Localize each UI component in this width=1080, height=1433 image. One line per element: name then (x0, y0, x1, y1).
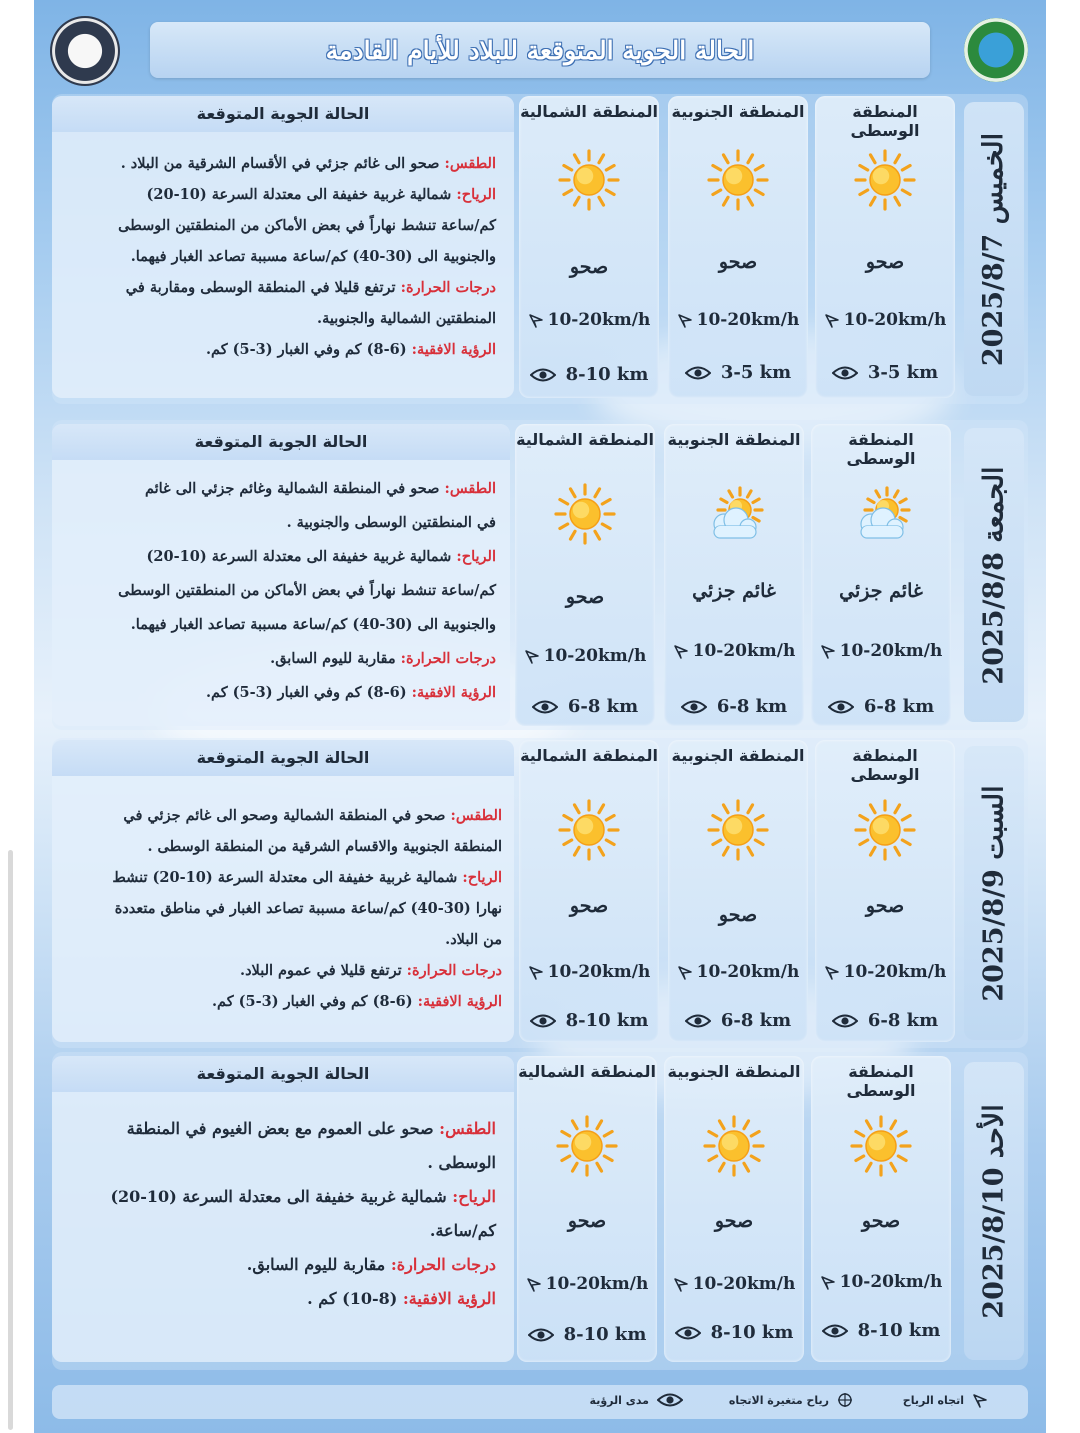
region-card-north (515, 424, 655, 726)
eye-icon (832, 365, 858, 381)
wind-direction-icon (677, 312, 693, 328)
condition-label: صحو (565, 586, 605, 608)
date-box (964, 102, 1024, 396)
page-margin-left (0, 0, 34, 1433)
partly-cloudy-icon (849, 486, 913, 550)
wind-direction-icon (972, 1392, 988, 1408)
wind-speed: 10-20km/h (843, 962, 947, 982)
forecast-heading: الحالة الجوية المتوقعة (52, 740, 514, 776)
wind-speed: 10-20km/h (547, 962, 651, 982)
label-temperature: درجات الحرارة: (406, 962, 502, 979)
temperature-text: المنطقتين الشمالية والجنوبية. (317, 310, 496, 327)
meteorological-authority-logo (50, 16, 120, 86)
page-margin-right (1046, 0, 1080, 1433)
legend-wind-direction (903, 1392, 988, 1408)
wind-speed: 10-20km/h (839, 641, 943, 661)
visibility-text: (8-10) كم . (307, 1289, 398, 1308)
condition-label: غائم جزئي (692, 580, 776, 602)
visibility-value: 6-8 km (867, 1010, 939, 1031)
winds-text: والجنوبية الى (30-40) كم/ساعة مسببة تصاعد الغبار فيهما. (130, 616, 496, 633)
wind-direction-icon (528, 964, 544, 980)
winds-text: شمالية غربية خفيفة الى معتدلة السرعة (10-20) (146, 186, 452, 203)
wind-speed: 10-20km/h (843, 310, 947, 330)
sun-icon (557, 148, 621, 212)
label-weather: الطقس: (444, 480, 496, 497)
visibility-text: (6-8) كم وفي الغبار (3-5) كم. (206, 684, 407, 701)
wind-direction-icon (677, 964, 693, 980)
visibility-value: 6-8 km (720, 1010, 792, 1031)
wind-row (819, 310, 951, 330)
region-name: المنطقة الشمالية (520, 746, 658, 765)
condition-label: صحو (714, 1210, 754, 1232)
legend-variable-wind (729, 1392, 853, 1408)
eye-icon (681, 699, 707, 715)
label-winds: الرياح: (452, 1187, 496, 1206)
label-visibility: الرؤية الافقية: (402, 1289, 496, 1308)
sun-icon (853, 148, 917, 212)
visibility-value: 6-8 km (716, 696, 788, 717)
eye-icon (832, 1013, 858, 1029)
region-card-south (668, 740, 808, 1042)
legend-bar (52, 1385, 1028, 1419)
winds-text: شمالية غربية خفيفة الى معتدلة السرعة (10-20) (110, 1187, 447, 1206)
visibility-row (672, 362, 804, 383)
forecast-text (76, 1112, 496, 1316)
label-winds: الرياح: (462, 869, 502, 886)
condition-label: صحو (865, 251, 905, 273)
region-card-south (664, 424, 804, 726)
visibility-value: 6-8 km (863, 696, 935, 717)
eye-icon (530, 1013, 556, 1029)
wind-direction-icon (820, 1274, 836, 1290)
sun-icon (853, 798, 917, 862)
sun-icon (555, 1114, 619, 1178)
region-card-north (519, 96, 659, 398)
condition-label: صحو (718, 251, 758, 273)
winds-text: كم/ساعة. (429, 1221, 496, 1240)
sun-icon (557, 798, 621, 862)
wind-direction-icon (528, 312, 544, 328)
wind-row (523, 310, 655, 330)
region-card-south (664, 1056, 804, 1362)
visibility-row (519, 696, 651, 717)
temperature-text: مقاربة لليوم السابق. (246, 1255, 386, 1274)
label-weather: الطقس: (450, 807, 502, 824)
forecast-poster (34, 0, 1046, 1433)
label-temperature: درجات الحرارة: (390, 1255, 496, 1274)
visibility-text: (6-8) كم وفي الغبار (3-5) كم. (212, 993, 413, 1010)
region-card-central (811, 1056, 951, 1362)
visibility-row (815, 696, 947, 717)
label-visibility: الرؤية الافقية: (411, 341, 496, 358)
label-temperature: درجات الحرارة: (400, 279, 496, 296)
temperature-text: مقاربة لليوم السابق. (270, 650, 396, 667)
day-date: الجمعة 2025/8/8 (978, 465, 1010, 685)
label-winds: الرياح: (456, 186, 496, 203)
sun-icon (849, 1114, 913, 1178)
wind-speed: 10-20km/h (545, 1274, 649, 1294)
wind-speed: 10-20km/h (839, 1272, 943, 1292)
legend-label: مدى الرؤية (589, 1393, 649, 1407)
page-title: الحالة الجوية المتوقعة للبلاد للأيام القادمة (325, 35, 755, 65)
wind-speed: 10-20km/h (692, 641, 796, 661)
visibility-value: 3-5 km (720, 362, 792, 383)
header-bar (150, 22, 930, 78)
wind-row (668, 641, 800, 661)
visibility-row (819, 362, 951, 383)
region-name: المنطقة الشمالية (520, 102, 658, 121)
visibility-value: 8-10 km (710, 1322, 794, 1343)
wind-row (668, 1274, 800, 1294)
weather-text: المنطقة الجنوبية والاقسام الشرقية من المنطقة الوسطى . (147, 838, 502, 855)
winds-text: نهارا (30-40) كم/ساعة مسببة تصاعد الغبار في مناطق متعددة (114, 900, 502, 917)
wind-row (672, 962, 804, 982)
legend-visibility (590, 1392, 683, 1408)
sun-icon (553, 482, 617, 546)
label-temperature: درجات الحرارة: (400, 650, 496, 667)
winds-text: شمالية غربية خفيفة الى معتدلة السرعة (10-20) تنشط (112, 869, 458, 886)
visibility-row (668, 696, 800, 717)
forecast-heading: الحالة الجوية المتوقعة (52, 96, 514, 132)
condition-label: صحو (718, 904, 758, 926)
partly-cloudy-icon (702, 486, 766, 550)
visibility-value: 8-10 km (563, 1324, 647, 1345)
sun-icon (706, 148, 770, 212)
condition-label: صحو (569, 256, 609, 278)
visibility-row (672, 1010, 804, 1031)
label-weather: الطقس: (439, 1119, 496, 1138)
wind-direction-icon (824, 312, 840, 328)
label-winds: الرياح: (456, 548, 496, 565)
region-name: المنطقة الجنوبية (671, 102, 805, 121)
wind-speed: 10-20km/h (692, 1274, 796, 1294)
visibility-value: 8-10 km (565, 364, 649, 385)
visibility-value: 3-5 km (867, 362, 939, 383)
label-visibility: الرؤية الافقية: (417, 993, 502, 1010)
visibility-text: (6-8) كم وفي الغبار (3-5) كم. (206, 341, 407, 358)
region-card-central (811, 424, 951, 726)
wind-row (815, 1272, 947, 1292)
region-card-central (815, 740, 955, 1042)
wind-speed: 10-20km/h (547, 310, 651, 330)
visibility-row (521, 1324, 653, 1345)
scrollbar[interactable] (8, 850, 13, 1430)
region-name: المنطقة الشمالية (518, 1062, 656, 1081)
visibility-row (668, 1322, 800, 1343)
weather-text: صحو في المنطقة الشمالية وصحو الى غائم جزئي في (123, 807, 446, 824)
temperature-text: ترتفع قليلا في المنطقة الوسطى ومقاربة في (125, 279, 396, 296)
day-date: الخميس 2025/8/7 (978, 132, 1010, 366)
condition-label: صحو (567, 1210, 607, 1232)
forecast-heading: الحالة الجوية المتوقعة (52, 1056, 514, 1092)
date-box (964, 746, 1024, 1040)
forecast-text (66, 472, 496, 710)
forecast-text (64, 800, 502, 1017)
eye-icon (532, 699, 558, 715)
condition-label: صحو (865, 895, 905, 917)
weather-text: في المنطقتين الوسطى والجنوبية . (286, 514, 496, 531)
eye-icon (675, 1325, 701, 1341)
weather-text: صحو على العموم مع بعض الغيوم في المنطقة (126, 1119, 434, 1138)
eye-icon (528, 1327, 554, 1343)
wind-direction-icon (673, 643, 689, 659)
region-name: المنطقة الوسطى (846, 1062, 916, 1100)
label-weather: الطقس: (444, 155, 496, 172)
wind-row (672, 310, 804, 330)
visibility-value: 8-10 km (857, 1320, 941, 1341)
winds-text: والجنوبية الى (30-40) كم/ساعة مسببة تصاعد الغبار فيهما. (130, 248, 496, 265)
wind-direction-icon (820, 643, 836, 659)
label-visibility: الرؤية الافقية: (411, 684, 496, 701)
sun-icon (702, 1114, 766, 1178)
wind-speed: 10-20km/h (696, 310, 800, 330)
condition-label: صحو (569, 895, 609, 917)
day-date: السبت 2025/8/9 (978, 784, 1010, 1002)
eye-icon (822, 1323, 848, 1339)
variable-wind-icon (837, 1392, 853, 1408)
region-name: المنطقة الوسطى (846, 430, 916, 468)
condition-label: صحو (861, 1210, 901, 1232)
forecast-card (52, 1056, 514, 1362)
sun-icon (706, 798, 770, 862)
weather-text: صحو في المنطقة الشمالية وغائم جزئي الى غائم (144, 480, 440, 497)
wind-direction-icon (524, 648, 540, 664)
wind-speed: 10-20km/h (543, 646, 647, 666)
forecast-card (52, 96, 514, 398)
day-panel-saturday (52, 738, 1028, 1048)
region-name: المنطقة الجنوبية (667, 1062, 801, 1081)
winds-text: كم/ساعة تنشط نهاراً في بعض الأماكن من المنطقتين الوسطى (118, 217, 496, 234)
visibility-row (523, 1010, 655, 1031)
visibility-row (815, 1320, 947, 1341)
eye-icon (657, 1392, 683, 1408)
wind-direction-icon (673, 1276, 689, 1292)
forecast-text (70, 148, 496, 365)
wind-row (819, 962, 951, 982)
temperature-text: ترتفع قليلا في عموم البلاد. (240, 962, 402, 979)
legend-label: اتجاه الرياح (902, 1393, 964, 1407)
date-box (964, 1062, 1024, 1360)
forecast-card (52, 740, 514, 1042)
forecast-heading: الحالة الجوية المتوقعة (52, 424, 510, 460)
wind-row (519, 646, 651, 666)
region-name: المنطقة الشمالية (516, 430, 654, 449)
wind-row (523, 962, 655, 982)
eye-icon (685, 365, 711, 381)
eye-icon (828, 699, 854, 715)
eye-icon (685, 1013, 711, 1029)
day-date: الأحد 2025/8/10 (978, 1103, 1010, 1319)
weather-text: الوسطى . (427, 1153, 496, 1172)
condition-label: غائم جزئي (839, 580, 923, 602)
visibility-row (819, 1010, 951, 1031)
day-panel-friday (52, 420, 1028, 730)
region-name: المنطقة الوسطى (850, 746, 920, 784)
forecast-card (52, 424, 510, 726)
region-card-north (517, 1056, 657, 1362)
visibility-row (523, 364, 655, 385)
winds-text: كم/ساعة تنشط نهاراً في بعض الأماكن من المنطقتين الوسطى (118, 582, 496, 599)
weather-text: صحو الى غائم جزئي في الأقسام الشرقية من البلاد . (120, 155, 440, 172)
date-box (964, 428, 1024, 722)
day-panel-thursday (52, 94, 1028, 404)
legend-label: رياح متغيرة الاتجاه (728, 1393, 829, 1407)
eye-icon (530, 367, 556, 383)
wind-speed: 10-20km/h (696, 962, 800, 982)
winds-text: شمالية غربية خفيفة الى معتدلة السرعة (10-20) (146, 548, 452, 565)
region-name: المنطقة الجنوبية (671, 746, 805, 765)
region-name: المنطقة الوسطى (850, 102, 920, 140)
region-card-central (815, 96, 955, 398)
region-card-south (668, 96, 808, 398)
region-card-north (519, 740, 659, 1042)
visibility-value: 8-10 km (565, 1010, 649, 1031)
wind-row (815, 641, 947, 661)
wind-row (521, 1274, 653, 1294)
region-name: المنطقة الجنوبية (667, 430, 801, 449)
visibility-value: 6-8 km (567, 696, 639, 717)
day-panel-sunday (52, 1052, 1028, 1370)
winds-text: من البلاد. (445, 931, 502, 948)
wind-direction-icon (824, 964, 840, 980)
ministry-logo (964, 18, 1028, 82)
wind-direction-icon (526, 1276, 542, 1292)
